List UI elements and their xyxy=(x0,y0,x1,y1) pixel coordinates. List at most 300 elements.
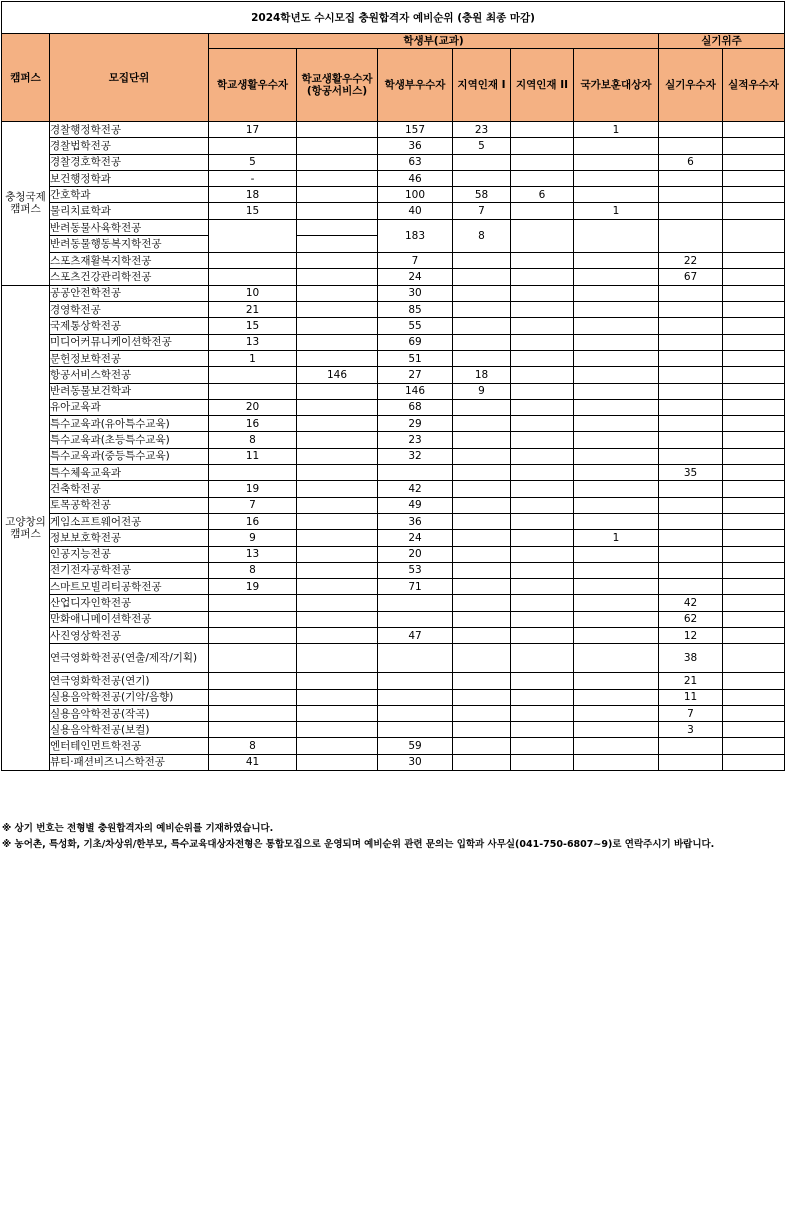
value-cell: 71 xyxy=(378,579,453,595)
value-cell xyxy=(209,611,297,627)
value-cell xyxy=(574,138,659,154)
value-cell xyxy=(453,170,511,186)
column-header: 국가보훈대상자 xyxy=(574,49,659,122)
value-cell xyxy=(574,334,659,350)
value-cell xyxy=(574,627,659,643)
table-row xyxy=(2,138,785,154)
value-cell: 3 xyxy=(659,722,723,738)
value-cell xyxy=(297,465,378,481)
value-cell: 13 xyxy=(209,546,297,562)
value-cell: 24 xyxy=(378,530,453,546)
value-cell xyxy=(574,673,659,689)
value-cell xyxy=(511,611,574,627)
value-cell xyxy=(511,302,574,318)
value-cell xyxy=(511,722,574,738)
value-cell: 53 xyxy=(378,562,453,578)
value-cell xyxy=(723,350,785,366)
practical-group-header: 실기위주 xyxy=(659,34,785,49)
value-cell xyxy=(511,546,574,562)
value-cell xyxy=(574,302,659,318)
value-cell xyxy=(723,513,785,529)
value-cell: 59 xyxy=(378,738,453,754)
value-cell xyxy=(297,122,378,138)
value-cell xyxy=(659,318,723,334)
table-row xyxy=(2,302,785,318)
value-cell xyxy=(453,611,511,627)
value-cell xyxy=(297,497,378,513)
value-cell xyxy=(209,253,297,269)
page-title: 2024학년도 수시모집 충원합격자 예비순위 (충원 최종 마감) xyxy=(2,2,785,34)
value-cell xyxy=(574,318,659,334)
value-cell xyxy=(297,579,378,595)
value-cell xyxy=(659,497,723,513)
unit-cell: 공공안전학전공 xyxy=(50,285,209,301)
unit-cell: 특수교육과(유아특수교육) xyxy=(50,416,209,432)
value-cell: 12 xyxy=(659,627,723,643)
unit-cell: 인공지능전공 xyxy=(50,546,209,562)
value-cell xyxy=(723,432,785,448)
unit-cell: 산업디자인학전공 xyxy=(50,595,209,611)
value-cell xyxy=(453,530,511,546)
value-cell xyxy=(378,722,453,738)
table-row xyxy=(2,579,785,595)
value-cell xyxy=(297,595,378,611)
value-cell xyxy=(297,546,378,562)
value-cell xyxy=(511,689,574,705)
value-cell xyxy=(453,722,511,738)
value-cell xyxy=(453,595,511,611)
value-cell xyxy=(453,399,511,415)
value-cell xyxy=(297,513,378,529)
unit-cell: 엔터테인먼트학전공 xyxy=(50,738,209,754)
value-cell xyxy=(511,170,574,186)
value-cell: 20 xyxy=(378,546,453,562)
table-row xyxy=(2,448,785,464)
value-cell xyxy=(378,611,453,627)
value-cell xyxy=(297,448,378,464)
value-cell xyxy=(723,122,785,138)
value-cell xyxy=(574,285,659,301)
value-cell xyxy=(659,738,723,754)
value-cell xyxy=(453,253,511,269)
value-cell: 146 xyxy=(378,383,453,399)
value-cell xyxy=(453,705,511,721)
value-cell xyxy=(511,253,574,269)
value-cell: 46 xyxy=(378,170,453,186)
table-row xyxy=(2,269,785,285)
unit-cell: 만화애니메이션학전공 xyxy=(50,611,209,627)
value-cell: 20 xyxy=(209,399,297,415)
value-cell xyxy=(378,465,453,481)
value-cell: 49 xyxy=(378,497,453,513)
waitlist-table xyxy=(1,1,785,771)
unit-cell: 정보보호학전공 xyxy=(50,530,209,546)
unit-cell: 사진영상학전공 xyxy=(50,627,209,643)
table-row xyxy=(2,481,785,497)
value-cell: 47 xyxy=(378,627,453,643)
value-cell: 1 xyxy=(574,122,659,138)
value-cell: 85 xyxy=(378,302,453,318)
table-row xyxy=(2,705,785,721)
unit-cell: 문헌정보학전공 xyxy=(50,350,209,366)
value-cell: - xyxy=(209,170,297,186)
value-cell xyxy=(297,399,378,415)
value-cell xyxy=(723,546,785,562)
value-cell xyxy=(511,497,574,513)
value-cell xyxy=(511,399,574,415)
table-row xyxy=(2,383,785,399)
unit-cell: 미디어커뮤니케이션학전공 xyxy=(50,334,209,350)
value-cell: 7 xyxy=(659,705,723,721)
column-header: 학교생활우수자 (항공서비스) xyxy=(297,49,378,122)
value-cell xyxy=(209,673,297,689)
unit-cell: 간호학과 xyxy=(50,187,209,203)
unit-cell: 실용음악학전공(기악/음향) xyxy=(50,689,209,705)
footnote-1: ※ 상기 번호는 전형별 충원합격자의 예비순위를 기재하였습니다. xyxy=(2,823,274,834)
value-cell: 15 xyxy=(209,203,297,219)
footnotes xyxy=(2,821,714,853)
value-cell xyxy=(574,497,659,513)
value-cell: 40 xyxy=(378,203,453,219)
value-cell xyxy=(297,302,378,318)
value-cell xyxy=(574,465,659,481)
value-cell xyxy=(574,154,659,170)
value-cell xyxy=(297,722,378,738)
value-cell xyxy=(659,187,723,203)
value-cell: 8 xyxy=(209,432,297,448)
value-cell: 68 xyxy=(378,399,453,415)
value-cell xyxy=(297,705,378,721)
value-cell xyxy=(723,187,785,203)
value-cell xyxy=(297,432,378,448)
value-cell xyxy=(574,367,659,383)
value-cell: 36 xyxy=(378,513,453,529)
value-cell xyxy=(659,579,723,595)
value-cell: 32 xyxy=(378,448,453,464)
value-cell xyxy=(574,253,659,269)
value-cell xyxy=(297,154,378,170)
value-cell xyxy=(659,383,723,399)
value-cell xyxy=(574,432,659,448)
value-cell xyxy=(723,562,785,578)
table-row xyxy=(2,350,785,366)
value-cell xyxy=(209,219,297,252)
value-cell xyxy=(574,689,659,705)
value-cell xyxy=(297,627,378,643)
value-cell xyxy=(723,138,785,154)
value-cell xyxy=(574,383,659,399)
value-cell xyxy=(297,416,378,432)
value-cell xyxy=(453,644,511,673)
value-cell xyxy=(723,416,785,432)
value-cell xyxy=(511,738,574,754)
value-cell xyxy=(511,644,574,673)
value-cell: 18 xyxy=(209,187,297,203)
table-row xyxy=(2,318,785,334)
table-row xyxy=(2,122,785,138)
table-row xyxy=(2,170,785,186)
value-cell: 17 xyxy=(209,122,297,138)
value-cell xyxy=(574,579,659,595)
value-cell: 16 xyxy=(209,513,297,529)
unit-cell: 특수교육과(초등특수교육) xyxy=(50,432,209,448)
value-cell xyxy=(723,269,785,285)
table-row xyxy=(2,562,785,578)
value-cell: 11 xyxy=(209,448,297,464)
value-cell xyxy=(574,269,659,285)
value-cell xyxy=(723,705,785,721)
value-cell xyxy=(723,367,785,383)
value-cell xyxy=(453,269,511,285)
value-cell xyxy=(209,644,297,673)
value-cell xyxy=(511,530,574,546)
value-cell xyxy=(511,367,574,383)
value-cell xyxy=(659,399,723,415)
value-cell: 23 xyxy=(453,122,511,138)
value-cell: 7 xyxy=(453,203,511,219)
value-cell xyxy=(574,644,659,673)
unit-cell: 실용음악학전공(작곡) xyxy=(50,705,209,721)
value-cell xyxy=(297,481,378,497)
table-row xyxy=(2,334,785,350)
unit-cell: 반려동물행동복지학전공 xyxy=(50,236,209,253)
value-cell: 58 xyxy=(453,187,511,203)
value-cell: 38 xyxy=(659,644,723,673)
value-cell xyxy=(574,187,659,203)
value-cell xyxy=(511,285,574,301)
value-cell xyxy=(659,546,723,562)
value-cell xyxy=(723,219,785,252)
value-cell: 100 xyxy=(378,187,453,203)
value-cell xyxy=(723,595,785,611)
value-cell xyxy=(511,754,574,770)
unit-cell: 특수체육교육과 xyxy=(50,465,209,481)
value-cell: 9 xyxy=(209,530,297,546)
value-cell xyxy=(453,579,511,595)
value-cell xyxy=(453,465,511,481)
campus-header: 캠퍼스 xyxy=(2,34,50,122)
unit-cell: 반려동물사육학전공 xyxy=(50,219,209,236)
value-cell: 41 xyxy=(209,754,297,770)
value-cell xyxy=(511,383,574,399)
value-cell xyxy=(574,399,659,415)
value-cell xyxy=(574,546,659,562)
value-cell: 30 xyxy=(378,285,453,301)
value-cell xyxy=(511,432,574,448)
value-cell: 23 xyxy=(378,432,453,448)
unit-cell: 스포츠재활복지학전공 xyxy=(50,253,209,269)
value-cell xyxy=(723,579,785,595)
unit-cell: 토목공학전공 xyxy=(50,497,209,513)
value-cell xyxy=(297,253,378,269)
unit-cell: 경찰행정학전공 xyxy=(50,122,209,138)
value-cell xyxy=(511,448,574,464)
table-row xyxy=(2,497,785,513)
unit-cell: 항공서비스학전공 xyxy=(50,367,209,383)
value-cell xyxy=(574,448,659,464)
table-row xyxy=(2,285,785,301)
value-cell xyxy=(511,318,574,334)
value-cell xyxy=(511,705,574,721)
value-cell: 15 xyxy=(209,318,297,334)
table-row xyxy=(2,644,785,673)
value-cell xyxy=(378,689,453,705)
value-cell: 13 xyxy=(209,334,297,350)
value-cell xyxy=(511,627,574,643)
table-row xyxy=(2,187,785,203)
value-cell: 63 xyxy=(378,154,453,170)
value-cell xyxy=(378,705,453,721)
value-cell xyxy=(297,219,378,236)
value-cell xyxy=(659,170,723,186)
value-cell xyxy=(511,513,574,529)
unit-cell: 반려동물보건학과 xyxy=(50,383,209,399)
table-row xyxy=(2,367,785,383)
value-cell xyxy=(209,383,297,399)
value-cell xyxy=(659,138,723,154)
value-cell xyxy=(574,754,659,770)
value-cell xyxy=(209,689,297,705)
value-cell xyxy=(511,334,574,350)
value-cell: 69 xyxy=(378,334,453,350)
value-cell xyxy=(453,416,511,432)
table-row xyxy=(2,203,785,219)
value-cell xyxy=(723,627,785,643)
campus-cell: 충청국제 캠퍼스 xyxy=(2,122,50,286)
table-row xyxy=(2,154,785,170)
value-cell xyxy=(453,154,511,170)
value-cell: 11 xyxy=(659,689,723,705)
value-cell: 8 xyxy=(209,562,297,578)
value-cell: 1 xyxy=(209,350,297,366)
value-cell xyxy=(723,399,785,415)
value-cell xyxy=(453,334,511,350)
value-cell: 5 xyxy=(209,154,297,170)
value-cell xyxy=(209,269,297,285)
column-header: 학생부우수자 xyxy=(378,49,453,122)
value-cell xyxy=(209,367,297,383)
value-cell xyxy=(297,644,378,673)
table-row xyxy=(2,513,785,529)
value-cell xyxy=(297,611,378,627)
table-row xyxy=(2,673,785,689)
value-cell: 1 xyxy=(574,530,659,546)
table-row xyxy=(2,253,785,269)
table-row xyxy=(2,611,785,627)
value-cell xyxy=(297,285,378,301)
value-cell xyxy=(723,738,785,754)
value-cell xyxy=(723,170,785,186)
value-cell xyxy=(453,318,511,334)
value-cell xyxy=(453,738,511,754)
value-cell xyxy=(511,416,574,432)
value-cell xyxy=(297,754,378,770)
table-row xyxy=(2,722,785,738)
value-cell xyxy=(723,530,785,546)
value-cell: 10 xyxy=(209,285,297,301)
unit-cell: 게임소프트웨어전공 xyxy=(50,513,209,529)
value-cell xyxy=(574,219,659,252)
table-row xyxy=(2,546,785,562)
table-row xyxy=(2,416,785,432)
value-cell: 62 xyxy=(659,611,723,627)
value-cell xyxy=(723,154,785,170)
value-cell xyxy=(453,673,511,689)
student-record-group-header: 학생부(교과) xyxy=(209,34,659,49)
table-row xyxy=(2,219,785,236)
table-row xyxy=(2,595,785,611)
value-cell xyxy=(209,595,297,611)
value-cell: 42 xyxy=(378,481,453,497)
value-cell xyxy=(209,465,297,481)
value-cell xyxy=(659,285,723,301)
value-cell xyxy=(723,203,785,219)
value-cell xyxy=(659,302,723,318)
table-row xyxy=(2,530,785,546)
value-cell: 21 xyxy=(659,673,723,689)
value-cell xyxy=(378,644,453,673)
value-cell xyxy=(453,432,511,448)
value-cell xyxy=(574,513,659,529)
value-cell xyxy=(723,689,785,705)
value-cell: 27 xyxy=(378,367,453,383)
value-cell: 36 xyxy=(378,138,453,154)
value-cell xyxy=(723,611,785,627)
column-header: 실적우수자 xyxy=(723,49,785,122)
value-cell xyxy=(297,383,378,399)
value-cell xyxy=(453,627,511,643)
value-cell xyxy=(574,722,659,738)
value-cell: 8 xyxy=(453,219,511,252)
value-cell xyxy=(297,689,378,705)
value-cell xyxy=(209,705,297,721)
value-cell: 30 xyxy=(378,754,453,770)
value-cell: 7 xyxy=(378,253,453,269)
value-cell xyxy=(297,562,378,578)
value-cell xyxy=(659,350,723,366)
value-cell xyxy=(659,530,723,546)
unit-cell: 국제통상학전공 xyxy=(50,318,209,334)
value-cell xyxy=(453,350,511,366)
unit-cell: 경찰법학전공 xyxy=(50,138,209,154)
value-cell xyxy=(723,644,785,673)
value-cell xyxy=(574,170,659,186)
value-cell xyxy=(297,530,378,546)
unit-cell: 건축학전공 xyxy=(50,481,209,497)
value-cell xyxy=(209,722,297,738)
value-cell: 157 xyxy=(378,122,453,138)
value-cell xyxy=(511,122,574,138)
value-cell xyxy=(659,562,723,578)
value-cell: 42 xyxy=(659,595,723,611)
value-cell: 19 xyxy=(209,579,297,595)
value-cell: 29 xyxy=(378,416,453,432)
table-row xyxy=(2,465,785,481)
value-cell xyxy=(453,497,511,513)
value-cell xyxy=(574,705,659,721)
table-row xyxy=(2,432,785,448)
unit-cell: 물리치료학과 xyxy=(50,203,209,219)
value-cell xyxy=(511,350,574,366)
value-cell xyxy=(453,302,511,318)
unit-cell: 연극영화학전공(연기) xyxy=(50,673,209,689)
column-header: 지역인재 II xyxy=(511,49,574,122)
value-cell xyxy=(511,219,574,252)
value-cell: 18 xyxy=(453,367,511,383)
value-cell xyxy=(574,562,659,578)
value-cell: 9 xyxy=(453,383,511,399)
unit-cell: 보건행정학과 xyxy=(50,170,209,186)
